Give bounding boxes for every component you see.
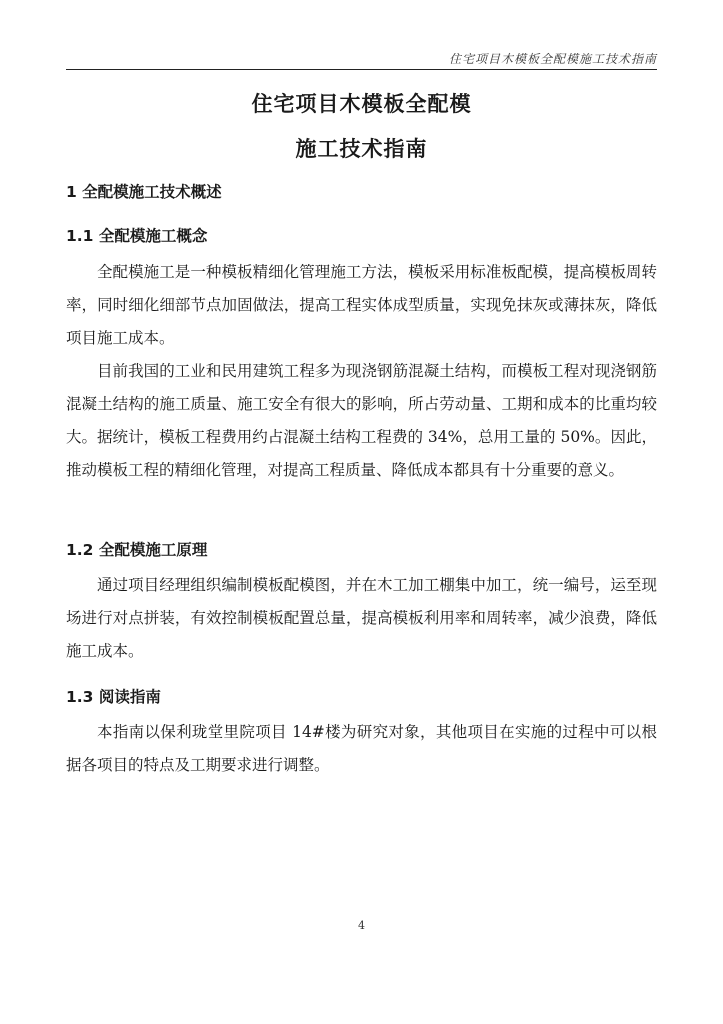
section-1-1-heading: 1.1 全配模施工概念: [66, 227, 208, 245]
section-1-3-paragraph-1: 本指南以保利珑堂里院项目 14#楼为研究对象，其他项目在实施的过程中可以根据各项目的特点及工期要求进行调整。: [66, 723, 657, 774]
document-title-line-2: 施工技术指南: [295, 137, 428, 161]
running-header: 住宅项目木模板全配模施工技术指南: [448, 52, 657, 66]
document-title-line-1: 住宅项目木模板全配模: [251, 92, 472, 116]
section-1-1-paragraph-1: 全配模施工是一种模板精细化管理施工方法，模板采用标准板配模，提高模板周转率，同时细化细部节点加固做法，提高工程实体成型质量，实现免抹灰或薄抹灰，降低项目施工成本。: [66, 263, 657, 347]
header-rule: [66, 69, 657, 70]
section-1-1-paragraph-2: 目前我国的工业和民用建筑工程多为现浇钢筋混凝土结构，而模板工程对现浇钢筋混凝土结构的施工质量、施工安全有很大的影响，所占劳动量、工期和成本的比重均较大。据统计，模板工程费用约占混凝土结构工程费的 34%，总用工量的 50%。因此，推动模板工程的精细化管理，对提高工程质量、降低成本都具有十分重要的意义。: [66, 362, 657, 479]
section-1-2-heading: 1.2 全配模施工原理: [66, 541, 208, 559]
section-1-2-paragraph-1: 通过项目经理组织编制模板配模图，并在木工加工棚集中加工，统一编号，运至现场进行对点拼装，有效控制模板配置总量，提高模板利用率和周转率，减少浪费，降低施工成本。: [66, 576, 657, 660]
section-1-3-heading: 1.3 阅读指南: [66, 688, 161, 706]
page-number: 4: [358, 919, 365, 932]
section-1-heading: 1 全配模施工技术概述: [66, 183, 222, 201]
